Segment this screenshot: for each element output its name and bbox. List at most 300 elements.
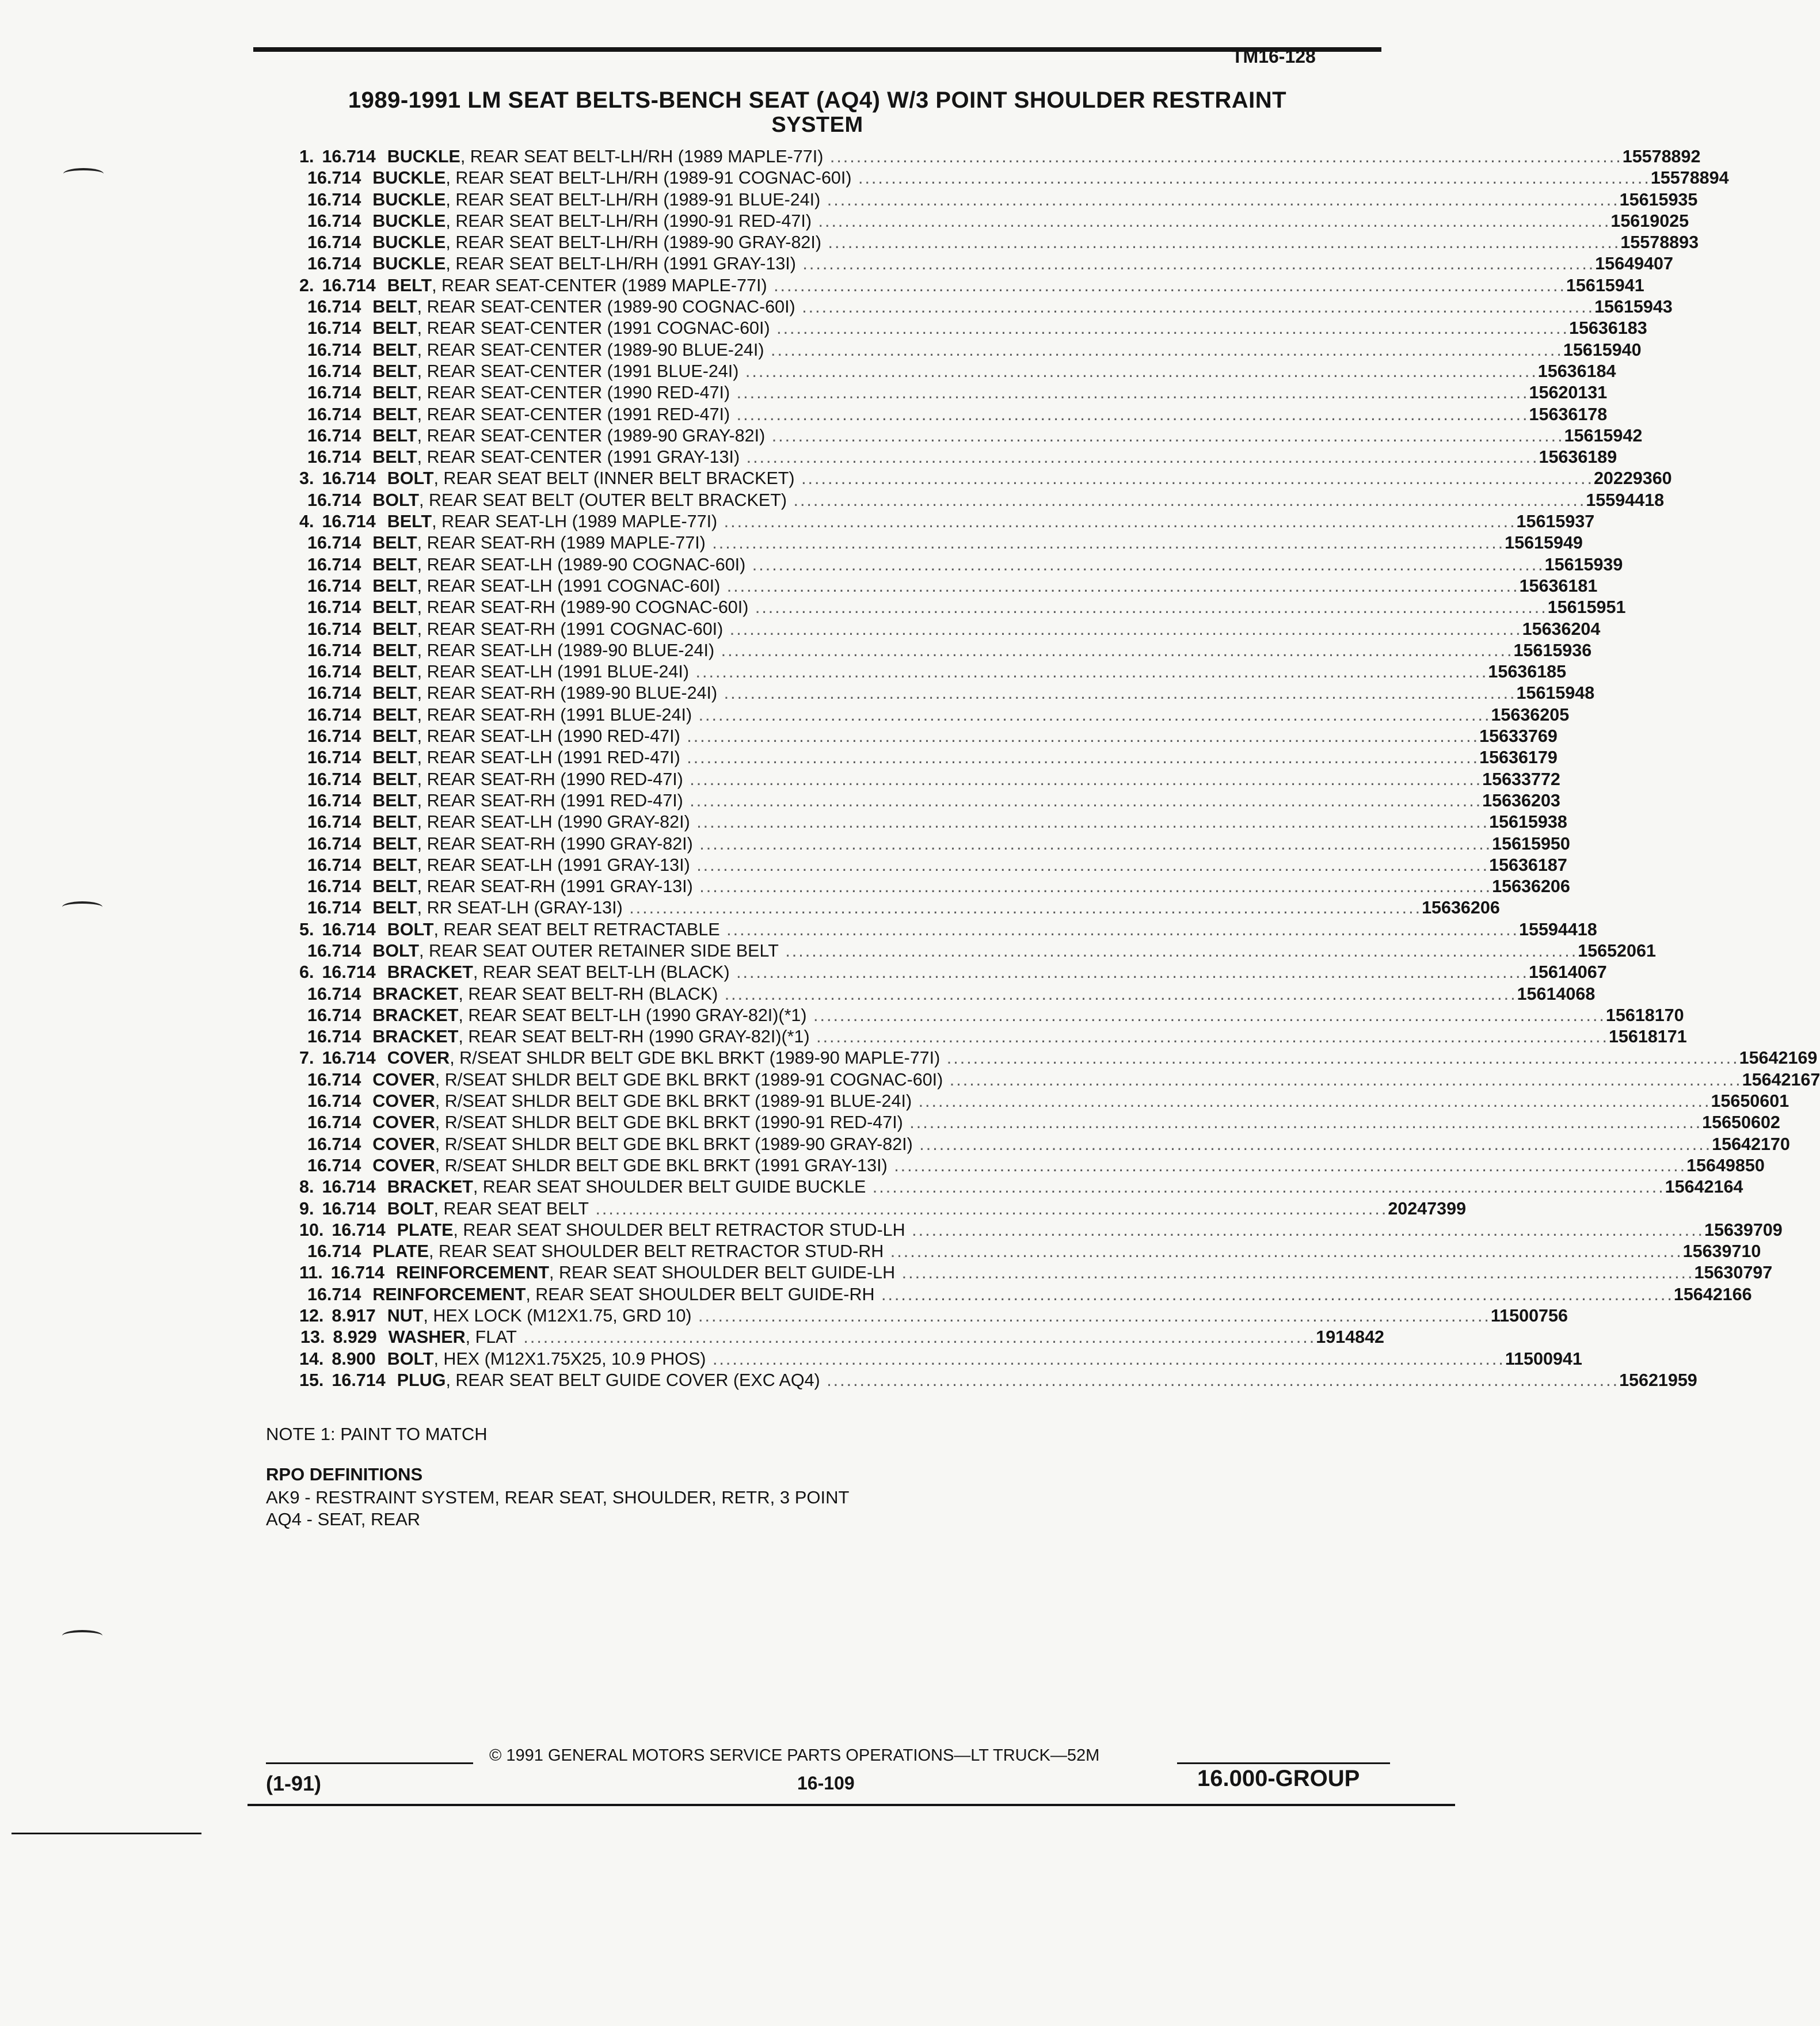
item-number: 11. <box>299 1263 323 1283</box>
part-name: BOLT <box>387 1198 434 1218</box>
group-number: 16.714 <box>307 554 361 574</box>
leader-dots: ........................................................................................................................ <box>748 597 1548 618</box>
part-number: 15615951 <box>1547 597 1626 618</box>
leader-dots: ........................................................................................................................ <box>691 1306 1491 1326</box>
leader-dots: ........................................................................................................................ <box>683 769 1483 789</box>
leader-dots: ........................................................................................................................ <box>884 1242 1683 1262</box>
part-number: 15633769 <box>1479 726 1558 747</box>
part-detail: , REAR SEAT-RH (1989-90 COGNAC-60I) <box>417 597 749 618</box>
part-number: 15636179 <box>1479 748 1558 768</box>
group-number: 16.714 <box>307 812 361 832</box>
part-name: BELT <box>372 425 417 445</box>
part-detail: , REAR SEAT-LH (1991 GRAY-13I) <box>417 855 690 875</box>
leader-dots: ........................................................................................................................ <box>719 919 1520 939</box>
item-number: 1. <box>299 147 314 166</box>
part-number: 15636187 <box>1489 855 1567 875</box>
part-number: 15636204 <box>1522 619 1601 639</box>
item-number: 2. <box>299 275 314 295</box>
part-description <box>372 769 1482 790</box>
rpo-definition-aq4: AQ4 - SEAT, REAR <box>266 1509 421 1529</box>
part-name: COVER <box>372 1155 435 1175</box>
leader-dots: ........................................................................................................................ <box>680 726 1480 747</box>
part-row <box>299 1091 1789 1112</box>
part-number: 15614068 <box>1517 984 1596 1004</box>
part-number: 15642164 <box>1665 1177 1743 1197</box>
part-detail: , REAR SEAT-LH (1991 COGNAC-60I) <box>417 576 721 596</box>
leader-dots: ........................................................................................................................ <box>705 533 1505 553</box>
part-detail: , R/SEAT SHLDR BELT GDE BKL BRKT (1989-90 GRAY-82I) <box>435 1134 913 1154</box>
part-number: 15642170 <box>1712 1134 1790 1154</box>
part-row <box>299 425 1643 447</box>
leader-dots: ........................................................................................................................ <box>690 855 1490 875</box>
group-number: 16.714 <box>307 490 361 510</box>
group-number: 16.714 <box>307 447 361 467</box>
part-row <box>299 447 1617 468</box>
part-description <box>372 404 1529 425</box>
part-description <box>372 425 1564 447</box>
part-row <box>299 296 1673 318</box>
leader-dots: ........................................................................................................................ <box>692 704 1491 725</box>
item-number: 4. <box>299 512 314 532</box>
part-detail: , REAR SEAT BELT (INNER BELT BRACKET) <box>433 469 795 489</box>
part-description <box>372 1026 1609 1048</box>
leader-dots: ........................................................................................................................ <box>723 619 1522 639</box>
rpo-definitions-heading: RPO DEFINITIONS <box>266 1464 423 1484</box>
group-number: 16.714 <box>307 748 361 768</box>
footer-revision: (1-91) <box>266 1772 322 1795</box>
part-row <box>299 1327 1384 1348</box>
item-number: 15. <box>299 1370 324 1390</box>
group-number: 16.714 <box>307 855 361 875</box>
item-number: 12. <box>299 1306 324 1326</box>
part-number: 15594418 <box>1586 490 1665 510</box>
part-detail: , REAR SEAT SHOULDER BELT GUIDE-LH <box>549 1263 896 1283</box>
part-name: BOLT <box>387 469 434 489</box>
part-row <box>299 769 1560 790</box>
part-detail: , R/SEAT SHLDR BELT GDE BKL BRKT (1991 GRAY-13I) <box>435 1155 888 1175</box>
footer-page-number: 16-109 <box>797 1773 855 1793</box>
part-number: 1914842 <box>1316 1327 1384 1347</box>
part-detail: , FLAT <box>465 1327 517 1347</box>
part-row <box>299 597 1626 618</box>
part-row <box>299 146 1701 167</box>
part-row <box>299 275 1644 296</box>
part-number: 15636185 <box>1488 662 1567 682</box>
part-description <box>396 1262 1694 1284</box>
part-row <box>299 340 1642 361</box>
part-row <box>299 361 1616 382</box>
part-detail: , REAR SEAT BELT (OUTER BELT BRACKET) <box>419 490 787 510</box>
group-number: 16.714 <box>307 877 361 897</box>
parts-list <box>299 146 1820 1391</box>
leader-dots: ........................................................................................................................ <box>730 383 1529 403</box>
part-detail: , REAR SEAT-RH (1991 BLUE-24I) <box>417 704 692 725</box>
group-number: 16.714 <box>322 1048 376 1068</box>
part-number: 15636183 <box>1568 318 1647 338</box>
part-description <box>387 1048 1739 1069</box>
leader-dots: ........................................................................................................................ <box>765 425 1564 445</box>
part-description <box>372 318 1569 339</box>
part-row <box>299 189 1698 211</box>
part-name: BELT <box>372 383 417 403</box>
group-number: 16.714 <box>307 189 361 210</box>
part-number: 15621959 <box>1619 1370 1697 1390</box>
part-row <box>299 1176 1743 1198</box>
leader-dots: ........................................................................................................................ <box>689 662 1488 682</box>
part-description <box>372 1284 1674 1305</box>
leader-dots: ........................................................................................................................ <box>903 1113 1703 1133</box>
leader-dots: ........................................................................................................................ <box>821 233 1621 253</box>
part-detail: , REAR SEAT-CENTER (1991 BLUE-24I) <box>417 361 739 381</box>
part-detail: , REAR SEAT SHOULDER BELT GUIDE BUCKLE <box>473 1177 866 1197</box>
part-name: BRACKET <box>387 962 473 982</box>
part-row <box>299 790 1560 812</box>
part-row <box>299 211 1689 232</box>
part-description <box>372 1241 1682 1262</box>
part-name: BOLT <box>387 1349 434 1369</box>
part-detail: , R/SEAT SHLDR BELT GDE BKL BRKT (1990-91 RED-47I) <box>435 1113 903 1133</box>
item-number: 3. <box>299 469 314 489</box>
part-description <box>397 1370 1619 1391</box>
group-number: 16.714 <box>307 425 361 445</box>
group-number: 16.714 <box>307 833 361 854</box>
part-description <box>372 576 1519 597</box>
part-description <box>389 1327 1316 1348</box>
part-detail: , REAR SEAT-LH (1990 RED-47I) <box>417 726 680 747</box>
part-detail: , REAR SEAT BELT-RH (1990 GRAY-82I)(*1) <box>458 1027 810 1047</box>
part-detail: , REAR SEAT BELT-LH/RH (1990-91 RED-47I) <box>446 211 812 231</box>
leader-dots: ........................................................................................................................ <box>588 1198 1388 1218</box>
part-name: BELT <box>372 597 417 618</box>
part-name: COVER <box>372 1134 435 1154</box>
part-description <box>372 876 1492 897</box>
part-detail: , REAR SEAT-CENTER (1989 MAPLE-77I) <box>432 275 767 295</box>
part-description <box>372 1112 1702 1133</box>
part-name: REINFORCEMENT <box>396 1263 550 1283</box>
leader-dots: ........................................................................................................................ <box>745 554 1545 574</box>
group-number: 16.714 <box>322 1198 376 1218</box>
group-number: 16.714 <box>307 1284 361 1304</box>
part-row <box>299 554 1623 576</box>
part-row <box>299 897 1500 919</box>
part-detail: , REAR SEAT BELT-LH/RH (1989-91 BLUE-24I) <box>446 189 821 210</box>
part-number: 15614067 <box>1528 962 1607 982</box>
part-name: BUCKLE <box>372 233 446 253</box>
part-description <box>387 468 1594 489</box>
part-description <box>372 1069 1742 1091</box>
part-name: BELT <box>372 812 417 832</box>
part-number: 15639710 <box>1682 1242 1761 1262</box>
part-name: BELT <box>372 318 417 338</box>
part-number: 15615941 <box>1566 275 1644 295</box>
group-number: 16.714 <box>307 619 361 639</box>
group-number: 8.900 <box>332 1349 376 1369</box>
part-number: 15630797 <box>1694 1263 1773 1283</box>
part-detail: , RR SEAT-LH (GRAY-13I) <box>417 898 623 918</box>
leader-dots: ........................................................................................................................ <box>718 984 1517 1004</box>
leader-dots: ........................................................................................................................ <box>717 683 1517 703</box>
footer-rule-right <box>1177 1762 1390 1764</box>
part-detail: , REAR SEAT SHOULDER BELT RETRACTOR STUD-LH <box>453 1220 905 1240</box>
part-row <box>299 318 1647 339</box>
part-number: 15636189 <box>1539 447 1617 467</box>
leader-dots: ........................................................................................................................ <box>764 340 1563 360</box>
binder-hole-mark <box>63 168 104 180</box>
group-number: 16.714 <box>307 984 361 1004</box>
part-description <box>387 1176 1665 1198</box>
part-row <box>299 683 1595 704</box>
leader-dots: ........................................................................................................................ <box>683 790 1483 810</box>
part-detail: , REAR SEAT-CENTER (1991 GRAY-13I) <box>417 447 740 467</box>
part-name: BELT <box>372 640 417 660</box>
page-id: TM16-128 <box>1232 46 1316 67</box>
part-number: 15636181 <box>1519 576 1598 596</box>
part-number: 15615948 <box>1516 683 1595 703</box>
part-row <box>299 167 1729 189</box>
leader-dots: ........................................................................................................................ <box>887 1155 1687 1175</box>
part-description <box>372 940 1578 962</box>
part-description <box>372 532 1505 554</box>
part-number: 15639709 <box>1704 1220 1783 1240</box>
group-number: 16.714 <box>307 940 361 961</box>
group-number: 16.714 <box>307 1155 361 1175</box>
group-number: 16.714 <box>307 726 361 747</box>
part-name: COVER <box>372 1069 435 1090</box>
part-name: PLATE <box>372 1242 429 1262</box>
part-row <box>299 1349 1582 1370</box>
part-detail: , REAR SEAT BELT-LH (1990 GRAY-82I)(*1) <box>458 1005 807 1025</box>
part-description <box>387 275 1566 296</box>
item-number: 6. <box>299 962 314 982</box>
part-name: BELT <box>372 855 417 875</box>
part-detail: , REAR SEAT-LH (1991 RED-47I) <box>417 748 680 768</box>
part-description <box>372 232 1620 253</box>
part-description <box>372 812 1489 833</box>
leader-dots: ........................................................................................................................ <box>706 1349 1505 1369</box>
part-detail: , REAR SEAT BELT-LH/RH (1991 GRAY-13I) <box>446 254 796 274</box>
leader-dots: ........................................................................................................................ <box>895 1263 1695 1283</box>
group-number: 16.714 <box>307 1113 361 1133</box>
part-number: 15578892 <box>1622 147 1701 166</box>
part-row <box>299 919 1597 940</box>
part-row <box>299 1005 1684 1026</box>
leader-dots: ........................................................................................................................ <box>714 640 1514 660</box>
part-row <box>299 619 1601 640</box>
part-row <box>299 382 1608 403</box>
part-description <box>372 984 1517 1005</box>
part-description <box>372 640 1513 661</box>
leader-dots: ........................................................................................................................ <box>820 189 1620 210</box>
item-number: 13. <box>300 1327 325 1347</box>
part-detail: , REAR SEAT-RH (1991 GRAY-13I) <box>417 877 693 897</box>
leader-dots: ........................................................................................................................ <box>806 1005 1606 1025</box>
part-row <box>299 1220 1783 1241</box>
part-name: BOLT <box>372 490 420 510</box>
part-row <box>299 940 1656 962</box>
leader-dots: ........................................................................................................................ <box>516 1327 1316 1347</box>
part-description <box>372 1134 1712 1155</box>
group-number: 16.714 <box>307 1134 361 1154</box>
part-detail: , REAR SEAT-CENTER (1989-90 BLUE-24I) <box>417 340 764 360</box>
part-detail: , R/SEAT SHLDR BELT GDE BKL BRKT (1989-90 MAPLE-77I) <box>450 1048 941 1068</box>
part-name: BELT <box>372 833 417 854</box>
part-description <box>372 619 1522 640</box>
part-row <box>299 1134 1790 1155</box>
part-number: 15642169 <box>1739 1048 1818 1068</box>
item-number: 14. <box>299 1349 324 1369</box>
part-name: BELT <box>387 512 432 532</box>
part-description <box>372 167 1651 189</box>
part-number: 15620131 <box>1529 383 1608 403</box>
group-number: 8.929 <box>333 1327 377 1347</box>
leader-dots: ........................................................................................................................ <box>692 833 1492 854</box>
part-detail: , HEX (M12X1.75X25, 10.9 PHOS) <box>433 1349 706 1369</box>
leader-dots: ........................................................................................................................ <box>767 275 1566 295</box>
note: NOTE 1: PAINT TO MATCH <box>266 1424 488 1444</box>
group-number: 16.714 <box>307 640 361 660</box>
part-description <box>372 253 1595 275</box>
part-number: 11500941 <box>1505 1349 1582 1369</box>
part-name: BELT <box>372 898 417 918</box>
part-row <box>299 876 1570 897</box>
part-name: BOLT <box>372 940 420 961</box>
part-description <box>372 747 1479 768</box>
part-name: BELT <box>372 554 417 574</box>
part-name: BELT <box>372 790 417 810</box>
group-number: 16.714 <box>322 1177 376 1197</box>
group-number: 16.714 <box>307 597 361 618</box>
leader-dots: ........................................................................................................................ <box>794 469 1594 489</box>
part-detail: , REAR SEAT-CENTER (1991 COGNAC-60I) <box>417 318 770 338</box>
leader-dots: ........................................................................................................................ <box>812 211 1611 231</box>
part-name: BOLT <box>387 919 434 939</box>
part-name: BRACKET <box>372 1005 459 1025</box>
part-detail: , REAR SEAT BELT-RH (BLACK) <box>458 984 718 1004</box>
leader-dots: ........................................................................................................................ <box>905 1220 1705 1240</box>
group-number: 16.714 <box>307 576 361 596</box>
part-number: 15615949 <box>1505 533 1583 553</box>
part-row <box>299 984 1596 1005</box>
part-row <box>299 253 1673 275</box>
part-name: BUCKLE <box>372 211 446 231</box>
part-name: BRACKET <box>387 1177 473 1197</box>
part-name: BELT <box>372 683 417 703</box>
part-row <box>299 404 1608 425</box>
part-description <box>387 1305 1491 1327</box>
part-name: BELT <box>372 533 417 553</box>
group-number: 16.714 <box>307 898 361 918</box>
group-number: 16.714 <box>307 383 361 403</box>
part-number: 15636206 <box>1492 877 1570 897</box>
part-row <box>299 833 1570 855</box>
group-number: 16.714 <box>307 297 361 317</box>
part-name: BELT <box>372 748 417 768</box>
part-number: 15615943 <box>1594 297 1673 317</box>
footer-rule-left <box>266 1762 473 1764</box>
part-row <box>299 1305 1568 1327</box>
part-name: BELT <box>372 447 417 467</box>
leader-dots: ........................................................................................................................ <box>730 404 1529 424</box>
part-detail: , REAR SEAT OUTER RETAINER SIDE BELT <box>419 940 779 961</box>
part-description <box>372 683 1516 704</box>
part-number: 15615942 <box>1564 425 1643 445</box>
part-row <box>299 855 1567 876</box>
part-name: BELT <box>372 662 417 682</box>
part-row <box>299 704 1570 726</box>
group-number: 16.714 <box>322 919 376 939</box>
binder-hole-mark <box>62 1630 102 1642</box>
group-number: 16.714 <box>307 211 361 231</box>
part-detail: , REAR SEAT-LH (1989 MAPLE-77I) <box>432 512 718 532</box>
part-detail: , R/SEAT SHLDR BELT GDE BKL BRKT (1989-91 BLUE-24I) <box>435 1091 912 1111</box>
leader-dots: ........................................................................................................................ <box>770 318 1569 338</box>
group-number: 16.714 <box>307 1005 361 1025</box>
part-name: BELT <box>372 769 417 789</box>
group-number: 16.714 <box>332 1220 386 1240</box>
part-name: BELT <box>387 275 432 295</box>
part-description <box>372 447 1539 468</box>
part-number: 20247399 <box>1388 1198 1467 1218</box>
part-name: PLUG <box>397 1370 446 1390</box>
leader-dots: ........................................................................................................................ <box>692 877 1492 897</box>
part-name: BELT <box>372 704 417 725</box>
part-number: 15578894 <box>1650 168 1729 188</box>
leader-dots: ........................................................................................................................ <box>738 361 1538 381</box>
part-name: COVER <box>372 1113 435 1133</box>
part-description <box>372 855 1489 876</box>
leader-dots: ........................................................................................................................ <box>823 147 1623 166</box>
page-title-continued: SYSTEM <box>771 113 863 137</box>
part-row <box>299 962 1607 983</box>
part-number: 15615940 <box>1563 340 1642 360</box>
leader-dots: ........................................................................................................................ <box>720 576 1520 596</box>
part-detail: , REAR SEAT BELT-LH (BLACK) <box>473 962 730 982</box>
part-number: 15650601 <box>1711 1091 1789 1111</box>
part-description <box>372 554 1544 576</box>
part-detail: , REAR SEAT-RH (1989-90 BLUE-24I) <box>417 683 718 703</box>
part-row <box>299 812 1567 833</box>
part-name: WASHER <box>388 1327 466 1347</box>
leader-dots: ........................................................................................................................ <box>851 168 1651 188</box>
part-detail: , REAR SEAT-LH (1991 BLUE-24I) <box>417 662 690 682</box>
part-description <box>372 833 1492 855</box>
part-name: NUT <box>387 1306 424 1326</box>
part-name: BELT <box>372 576 417 596</box>
part-number: 15642166 <box>1673 1284 1752 1304</box>
group-number: 16.714 <box>322 469 376 489</box>
group-number: 16.714 <box>307 233 361 253</box>
part-description <box>372 897 1422 919</box>
part-number: 15615939 <box>1544 554 1623 574</box>
group-number: 16.714 <box>307 769 361 789</box>
part-detail: , R/SEAT SHLDR BELT GDE BKL BRKT (1989-91 COGNAC-60I) <box>435 1069 943 1090</box>
part-detail: , REAR SEAT-RH (1990 GRAY-82I) <box>417 833 693 854</box>
part-description <box>397 1220 1704 1241</box>
group-number: 16.714 <box>307 704 361 725</box>
group-number: 16.714 <box>307 361 361 381</box>
group-number: 16.714 <box>307 533 361 553</box>
part-row <box>299 1026 1687 1048</box>
part-number: 15636206 <box>1422 898 1500 918</box>
part-row <box>299 232 1699 253</box>
part-row <box>299 511 1595 532</box>
bottom-rule <box>248 1804 1455 1806</box>
part-detail: , REAR SEAT-CENTER (1989-90 GRAY-82I) <box>417 425 766 445</box>
part-number: 15615937 <box>1516 512 1595 532</box>
part-description <box>387 511 1517 532</box>
part-name: BELT <box>372 877 417 897</box>
part-row <box>299 1198 1467 1220</box>
